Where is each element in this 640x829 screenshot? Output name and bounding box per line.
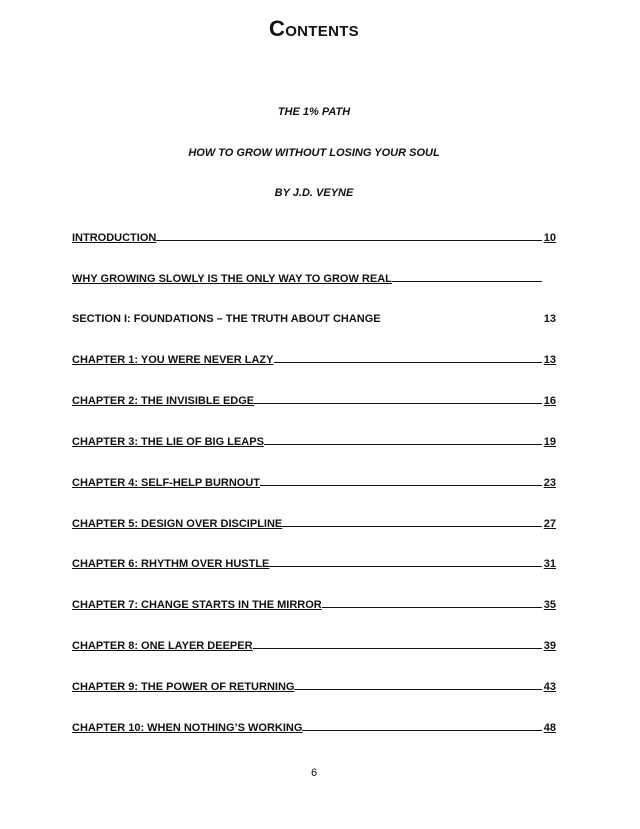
toc-entry-introduction bbox=[72, 228, 556, 269]
toc-entry-page: 19 bbox=[543, 435, 556, 448]
toc-entry-label: CHAPTER 3: THE LIE OF BIG LEAPS bbox=[72, 435, 264, 448]
toc-entry-label: CHAPTER 8: ONE LAYER DEEPER bbox=[72, 639, 253, 652]
toc-leader-line bbox=[156, 229, 542, 241]
toc-entry-page: 27 bbox=[543, 517, 556, 530]
toc-entry-label: CHAPTER 9: THE POWER OF RETURNING bbox=[72, 680, 295, 693]
toc-entry-section-1 bbox=[72, 310, 556, 351]
toc-entry-label: CHAPTER 10: WHEN NOTHING’S WORKING bbox=[72, 721, 303, 734]
toc-leader-line bbox=[392, 270, 542, 282]
toc-entry-label: SECTION I: FOUNDATIONS – THE TRUTH ABOUT CHANGE bbox=[72, 312, 381, 325]
toc-leader-line bbox=[253, 637, 542, 649]
toc-entry-chapter-3 bbox=[72, 432, 556, 473]
toc-link-chapter-2[interactable] bbox=[72, 391, 556, 408]
page-number: 6 bbox=[310, 767, 318, 779]
toc-entry-label: CHAPTER 2: THE INVISIBLE EDGE bbox=[72, 395, 255, 408]
toc-entry-chapter-9 bbox=[72, 677, 556, 718]
toc-leader-line bbox=[260, 474, 542, 486]
toc-entry-chapter-10 bbox=[72, 718, 556, 759]
toc-entry-label: CHAPTER 5: DESIGN OVER DISCIPLINE bbox=[72, 517, 283, 530]
toc-leader-line bbox=[274, 351, 543, 363]
toc-link-section-1[interactable] bbox=[72, 310, 556, 326]
author-line: BY J.D. VEYNE bbox=[274, 187, 354, 199]
toc-leader-line bbox=[302, 719, 542, 731]
toc-entry-page: 16 bbox=[543, 395, 556, 408]
toc-link-chapter-5[interactable] bbox=[72, 514, 556, 531]
table-of-contents bbox=[72, 228, 556, 758]
toc-entry-chapter-7 bbox=[72, 595, 556, 636]
toc-entry-label: WHY GROWING SLOWLY IS THE ONLY WAY TO GROW REAL bbox=[72, 272, 392, 285]
toc-entry-page: 13 bbox=[543, 354, 556, 367]
toc-link-chapter-8[interactable] bbox=[72, 636, 556, 653]
contents-heading: Contents bbox=[269, 16, 359, 41]
toc-link-introduction[interactable] bbox=[72, 228, 556, 245]
toc-entry-label: CHAPTER 1: YOU WERE NEVER LAZY bbox=[72, 354, 274, 367]
toc-entry-chapter-5 bbox=[72, 514, 556, 555]
book-subtitle: HOW TO GROW WITHOUT LOSING YOUR SOUL bbox=[188, 147, 440, 159]
toc-entry-page: 48 bbox=[543, 721, 556, 734]
toc-entry-page: 43 bbox=[543, 680, 556, 693]
toc-leader-line bbox=[381, 311, 542, 322]
toc-entry-label: INTRODUCTION bbox=[72, 232, 157, 244]
toc-entry-page: 10 bbox=[543, 232, 556, 244]
toc-entry-page: 13 bbox=[543, 312, 556, 325]
toc-leader-line bbox=[294, 678, 542, 690]
toc-entry-label: CHAPTER 6: RHYTHM OVER HUSTLE bbox=[72, 558, 270, 571]
toc-link-chapter-1[interactable] bbox=[72, 350, 556, 367]
toc-entry-page: 23 bbox=[543, 476, 556, 489]
toc-leader-line bbox=[264, 433, 542, 445]
toc-entry-why-growing-slowly bbox=[72, 269, 556, 310]
toc-entry-chapter-4 bbox=[72, 473, 556, 514]
toc-leader-line bbox=[322, 596, 542, 608]
toc-entry-page: 31 bbox=[543, 558, 556, 571]
toc-link-chapter-4[interactable] bbox=[72, 473, 556, 490]
toc-entry-chapter-1 bbox=[72, 350, 556, 391]
toc-entry-chapter-6 bbox=[72, 554, 556, 595]
toc-leader-line bbox=[254, 392, 542, 404]
toc-entry-label: CHAPTER 4: SELF-HELP BURNOUT bbox=[72, 476, 261, 489]
toc-leader-line bbox=[269, 555, 542, 567]
toc-entry-page: 35 bbox=[543, 599, 556, 612]
toc-leader-line bbox=[282, 515, 542, 527]
toc-link-chapter-9[interactable] bbox=[72, 677, 556, 694]
toc-link-chapter-3[interactable] bbox=[72, 432, 556, 449]
toc-link-chapter-7[interactable] bbox=[72, 595, 556, 612]
toc-link-chapter-10[interactable] bbox=[72, 718, 556, 735]
toc-entry-page: 39 bbox=[543, 639, 556, 652]
toc-entry-chapter-8 bbox=[72, 636, 556, 677]
book-title: THE 1% PATH bbox=[277, 106, 351, 118]
toc-link-why-growing-slowly[interactable] bbox=[72, 269, 556, 286]
toc-link-chapter-6[interactable] bbox=[72, 554, 556, 571]
toc-entry-label: CHAPTER 7: CHANGE STARTS IN THE MIRROR bbox=[72, 599, 322, 612]
toc-entry-chapter-2 bbox=[72, 391, 556, 432]
